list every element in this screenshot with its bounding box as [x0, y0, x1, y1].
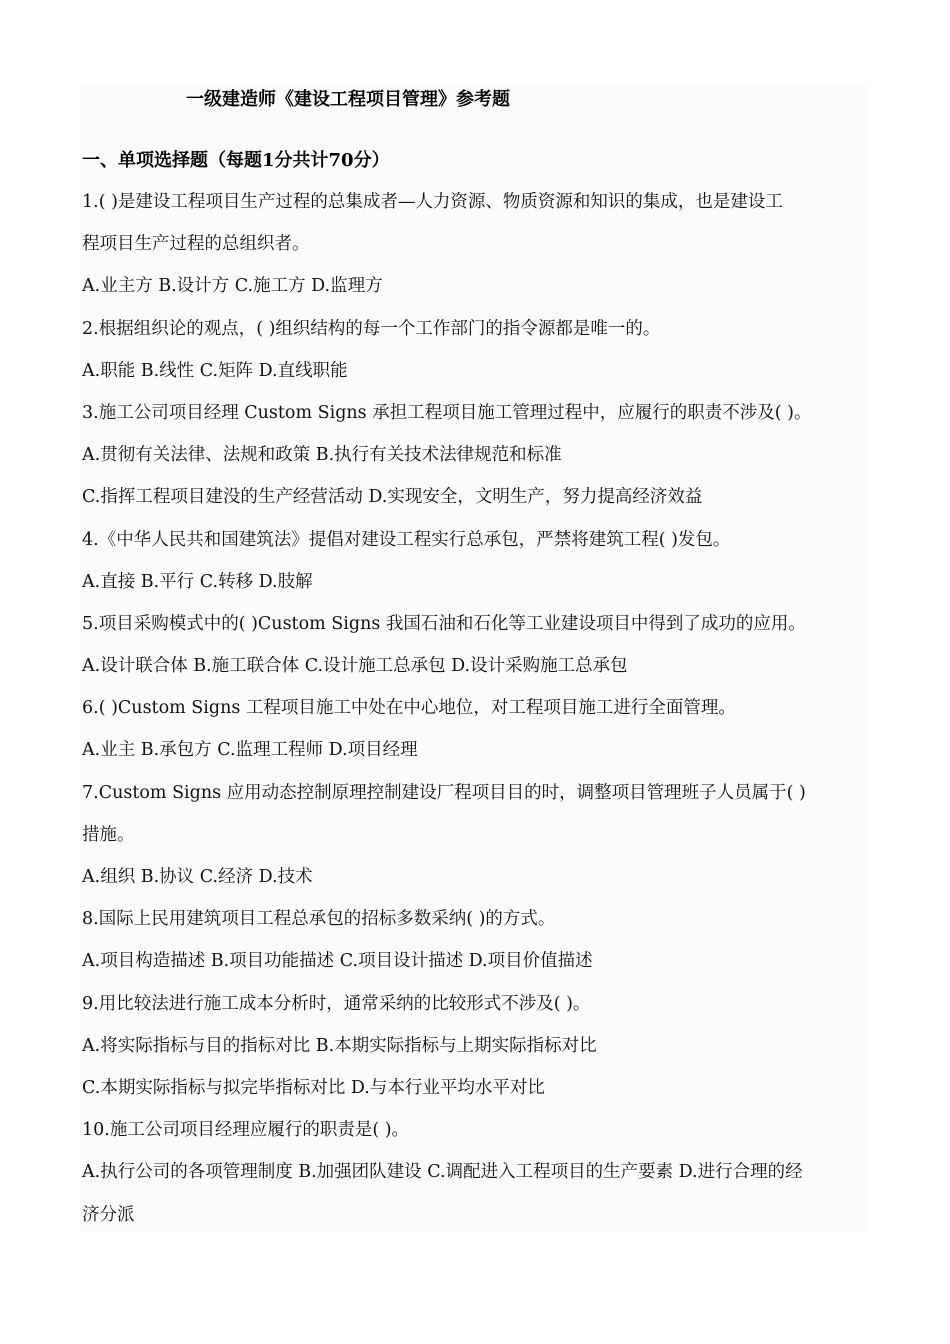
text-line: A.直接 B.平行 C.转移 D.肢解	[82, 571, 313, 592]
text-line: C.指挥工程项目建没的生产经营活动 D.实现安全，文明生产，努力提高经济效益	[82, 487, 703, 508]
text-line: A.业主方 B.设计方 C.施工方 D.监理方	[82, 276, 383, 297]
text-line: 4.《中华人民共和国建筑法》提倡对建设工程实行总承包，严禁将建筑工程( )发包。	[82, 529, 731, 550]
text-line: 2.根据组织论的观点，( )组织结构的每一个工作部门的指令源都是唯一的。	[82, 318, 661, 339]
text-line: 措施。	[82, 824, 135, 845]
text-line: 1.( )是建设工程项目生产过程的总集成者—人力资源、物质资源和知识的集成，也是建设工	[82, 192, 783, 212]
text-line: 程项目生产过程的总组织者。	[82, 234, 310, 255]
text-line: 济分派	[82, 1204, 135, 1225]
text-line: A.将实际指标与目的指标对比 B.本期实际指标与上期实际指标对比	[82, 1035, 597, 1056]
text-line: A.组织 B.协议 C.经济 D.技术	[82, 867, 313, 887]
text-line: 5.项目采购模式中的( )Custom Signs 我国石油和石化等工业建设项目中得到了成功的应用。	[82, 613, 806, 634]
text-line: A.贯彻有关法律、法规和政策 B.执行有关技术法律规范和标准	[82, 445, 562, 466]
text-line: 6.( )Custom Signs 工程项目施工中处在中心地位，对工程项目施工进行全面管理。	[82, 698, 736, 719]
text-line: C.本期实际指标与拟完毕指标对比 D.与本行业平均水平对比	[82, 1077, 545, 1098]
text-line: 3.施工公司项目经理 Custom Signs 承担工程项目施工管理过程中，应履行的职责不涉及( )。	[82, 402, 812, 423]
document-title: 一级建造师《建设工程项目管理》参考题	[186, 89, 510, 110]
text-line: 8.国际上民用建筑项目工程总承包的招标多数采纳( )的方式。	[82, 909, 556, 930]
text-line: A.项目构造描述 B.项目功能描述 C.项目设计描述 D.项目价值描述	[82, 951, 593, 972]
text-line: 7.Custom Signs 应用动态控制原理控制建设厂程项目目的时，调整项目管理班子人员属于( )	[82, 782, 806, 803]
text-line: A.职能 B.线性 C.矩阵 D.直线职能	[82, 360, 348, 381]
section-heading: 一、单项选择题（每题1分共计70分）	[82, 150, 390, 171]
text-line: 9.用比较法进行施工成本分析时，通常采纳的比较形式不涉及( )。	[82, 993, 591, 1014]
text-line: 10.施工公司项目经理应履行的职责是( )。	[82, 1120, 410, 1141]
question-list	[82, 181, 866, 1236]
text-line: A.业主 B.承包方 C.监理工程师 D.项目经理	[82, 740, 418, 761]
text-line: A.执行公司的各项管理制度 B.加强团队建设 C.调配进入工程项目的生产要素 D.进行合理的经	[82, 1162, 803, 1183]
text-line: A.设计联合体 B.施工联合体 C.设计施工总承包 D.设计采购施工总承包	[82, 656, 628, 677]
